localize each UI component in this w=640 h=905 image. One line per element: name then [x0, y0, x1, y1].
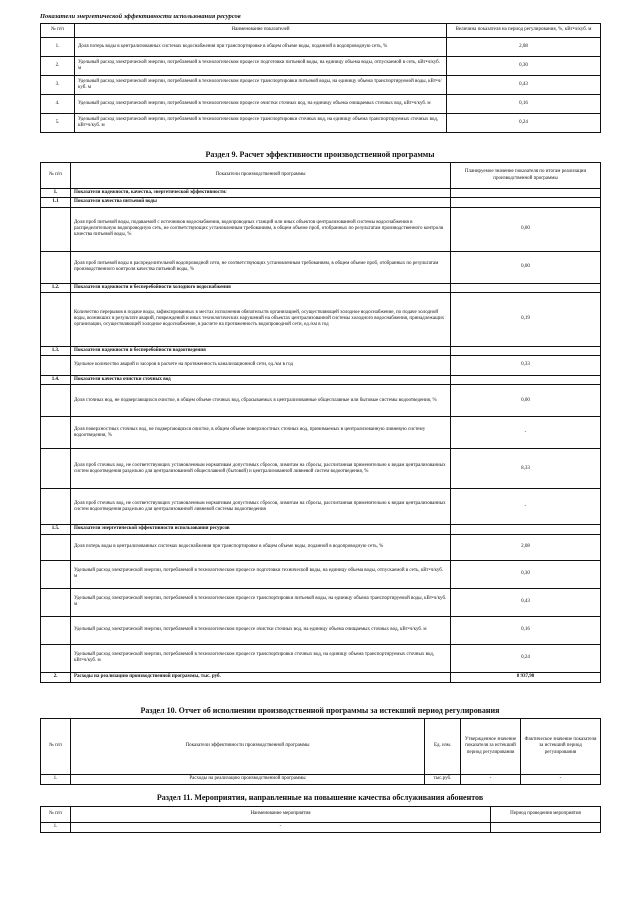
section11-title: Раздел 11. Мероприятия, направленные на повышение качества обслуживания абонентов — [156, 793, 484, 802]
section9-title: Раздел 9. Расчет эффективности производственной программы — [205, 150, 435, 159]
group-row: 1. Показатели надежности, качества, энергетической эффективности: — [41, 189, 601, 198]
col-header-number: № п/п — [41, 24, 75, 38]
total-row: 2. Расходы на реализацию производственной программы, тыс. руб. 8 937,90 — [41, 672, 601, 682]
col-header-number: № п/п — [41, 719, 71, 775]
col-header-name: Показатели производственной программы — [71, 163, 451, 189]
table-row: 1. - — [41, 823, 601, 833]
table-row: Удельное количество аварий и засоров в расчете на протяженность канализационной сети, ед./км в год 0,33 — [41, 356, 601, 376]
group-row: 1.4. Показатели качества очистки сточных вод — [41, 376, 601, 385]
table-row: Доля проб питьевой воды в распределительной водопроводной сети, не соответствующих установленным требованиям, в общем объеме проб, отобранных по результатам производственного контроля качества питьевой воды, % 0,00 — [41, 251, 601, 283]
col-header-period: Период проведения мероприятия — [491, 807, 601, 823]
col-header-value: Величина показателя на период регулирования, %, кВт•ч/куб. м — [447, 24, 601, 38]
table-row: Доля поверхностных сточных вод, не подвергающихся очистке, в общем объеме поверхностных сточных вод, принимаемых в централизованную ливневую систему водоотведения, % - — [41, 417, 601, 449]
table-header-row — [41, 719, 601, 775]
group-row: 1.1 Показатели качества питьевой воды — [41, 198, 601, 207]
group-row: 1.2. Показатели надежности и бесперебойности холодного водоснабжения — [41, 283, 601, 292]
section9-table — [40, 162, 601, 683]
table-header-row — [41, 807, 601, 823]
col-header-approved: Утвержденное значение показателя за истекший период регулирования — [461, 719, 521, 775]
table-row: Доля проб сточных вод, не соответствующих установленным нормативам допустимых сбросов, лимитам на сбросы, рассчитанная применительно к видам централизованных систем водоотведения раздельно для централизованной общесплавной (бытовой) и централизованной ливневой систем водоотведения, % 8,33 — [41, 449, 601, 489]
table-row: Удельный расход электрической энергии, потребляемой в технологическом процессе очистки сточных вод, на единицу объема очищаемых сточных вод, кВт•ч/куб. м 0,16 — [41, 616, 601, 644]
energy-efficiency-table — [40, 23, 601, 133]
table-row: Удельный расход электрической энергии, потребляемой в технологическом процессе транспортировки сточных вод, на единицу объема транспортируемых сточных вод, кВт•ч/куб. м 0,24 — [41, 644, 601, 672]
col-header-actual: Фактическое значение показателя за истекший период регулирования — [521, 719, 601, 775]
section10-title: Раздел 10. Отчет об исполнении производственной программы за истекший период регулирования — [140, 706, 500, 715]
col-header-name: Наименование показателей — [75, 24, 447, 38]
col-header-number: № п/п — [41, 807, 71, 823]
table-row: 4. Удельный расход электрической энергии, потребляемой в технологическом процессе очистки сточных вод, на единицу объема очищаемых сточных вод, кВт•ч/куб. м 0,16 — [41, 95, 601, 114]
section10-table — [40, 718, 601, 785]
table-header-row — [41, 163, 601, 189]
table-row: Доля проб сточных вод, не соответствующих установленным нормативам допустимых сбросов, лимитам на сбросы, рассчитанная применительно к видам централизованных систем водоотведения раздельно для централизованной ливневой системы водоотведения - — [41, 489, 601, 525]
table-row: 3. Удельный расход электрической энергии, потребляемой в технологическом процессе транспортировки питьевой воды, на единицу объема транспортируемой воды, кВт•ч/куб. м 0,43 — [41, 76, 601, 95]
table-row: 5. Удельный расход электрической энергии, потребляемой в технологическом процессе транспортировки сточных вод, на единицу объема транспортируемых сточных вод, кВт•ч/куб. м 0,24 — [41, 114, 601, 133]
col-header-activity: Наименование мероприятия — [71, 807, 491, 823]
table-row: Удельный расход электрической энергии, потребляемой в технологическом процессе транспортировки питьевой воды, на единицу объема транспортируемой воды, кВт•ч/куб. м 0,43 — [41, 588, 601, 616]
group-row: 1.5. Показатели энергетической эффективности использования ресурсов — [41, 525, 601, 534]
col-header-unit: Ед. изм. — [425, 719, 461, 775]
table-row: Доля проб питьевой воды, подаваемой с источников водоснабжения, водопроводных станций или иных объектов централизованной системы водоснабжения в распределительную водопроводную сеть, не соответствующих установленным требованиям, в общем объеме проб, отобранных по результатам производственного контроля качества питьевой воды, % 0,00 — [41, 207, 601, 251]
table-row: 2. Удельный расход электрической энергии, потребляемой в технологическом процессе подготовки питьевой воды, на единицу объема воды, отпускаемой в сеть, кВт•ч/куб. м 0,30 — [41, 57, 601, 76]
table-row: Количество перерывов в подаче воды, зафиксированных в местах исполнения обязательств организацией, осуществляющей холодное водоснабжение, по подаче холодной воды, возникших в результате аварий, повреждений и иных технологических нарушений на объектах централизованной системы холодного водоснабжения, принадлежащих организации, осуществляющей холодное водоснабжение, в расчете на протяженность водопроводной сети, ед./км в год 0,19 — [41, 292, 601, 346]
col-header-value: Планируемое значение показателя по итогам реализации производственной программы — [451, 163, 601, 189]
table-row: 1. Расходы на реализацию производственной программы тыс.руб. - - — [41, 775, 601, 785]
table-row: Доля потерь воды в централизованных системах водоснабжения при транспортировке в общем объеме воды, поданной в водопроводную сеть, % 2,08 — [41, 534, 601, 560]
section11-table — [40, 806, 601, 833]
col-header-number: № п/п — [41, 163, 71, 189]
table-row: 1. Доля потерь воды в централизованных системах водоснабжения при транспортировке в общем объеме воды, поданной в водопроводную сеть, % 2,08 — [41, 38, 601, 57]
table-row: Доля сточных вод, не подвергающихся очистке, в общем объеме сточных вод, сбрасываемых в централизованные общесплавные или бытовые системы водоотведения, % 0,00 — [41, 385, 601, 417]
table-header-row — [41, 24, 601, 38]
table-row: Удельный расход электрической энергии, потребляемой в технологическом процессе подготовки технической воды, на единицу объема воды, отпускаемой в сеть, кВт•ч/куб. м 0,30 — [41, 560, 601, 588]
energy-efficiency-title: Показатели энергетической эффективности использования ресурсов — [40, 13, 241, 20]
col-header-indicator: Показатели эффективности производственной программы — [71, 719, 425, 775]
group-row: 1.3. Показатели надежности и бесперебойности водоотведения — [41, 346, 601, 355]
